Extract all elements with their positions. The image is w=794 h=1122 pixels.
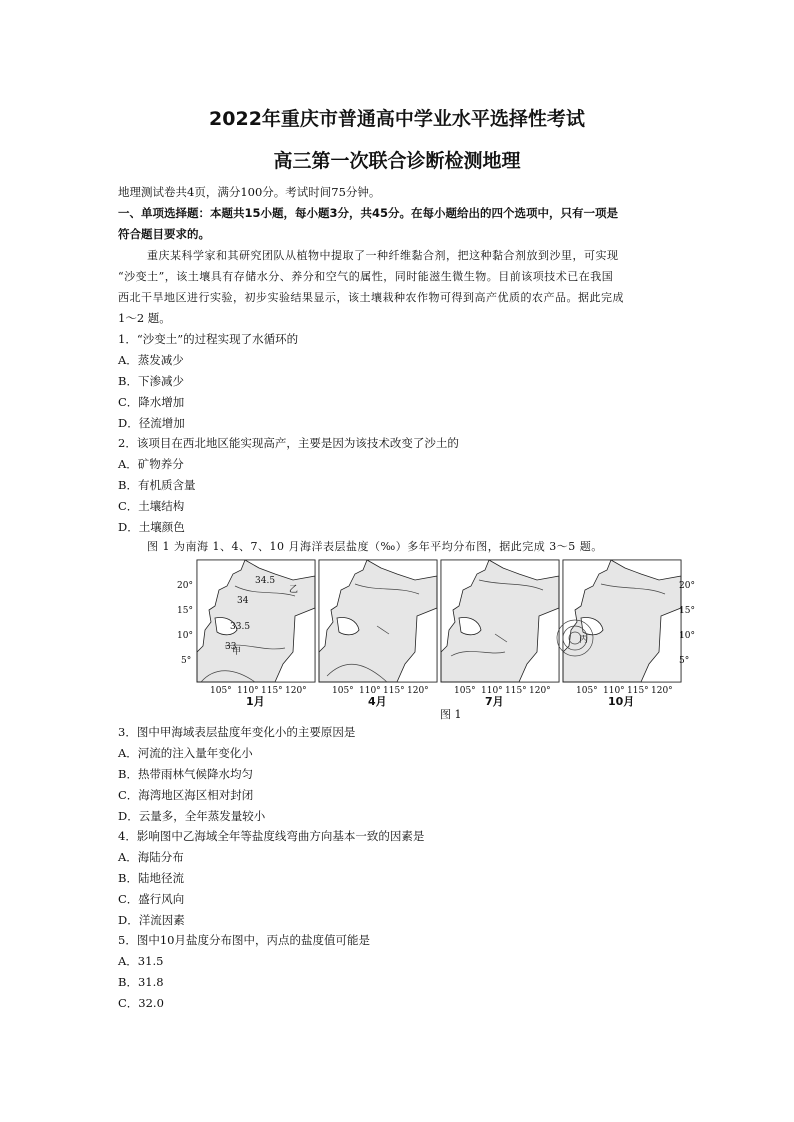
option-d: D．土壤颜色 bbox=[118, 520, 185, 534]
exam-subtitle: 高三第一次联合诊断检测地理 bbox=[273, 150, 521, 172]
lat-label: 20° bbox=[679, 581, 695, 591]
option-b: B．31.8 bbox=[118, 975, 164, 989]
passage-line: 西北干旱地区进行实验，初步实验结果显示，该土壤栽种农作物可得到高产优质的农产品。据此完成 bbox=[118, 291, 624, 304]
lat-label: 15° bbox=[177, 606, 193, 616]
option-a: A．蒸发减少 bbox=[118, 353, 184, 367]
option-a: A．河流的注入量年变化小 bbox=[118, 746, 253, 760]
isoline-label: 33 bbox=[225, 642, 237, 652]
isoline-label: 33.5 bbox=[230, 622, 251, 632]
option-c: C．盛行风向 bbox=[118, 892, 185, 906]
place-label-yi: 乙 bbox=[289, 585, 299, 595]
lon-label: 115° bbox=[383, 686, 405, 696]
figure-intro: 图 1 为南海 1、4、7、10 月海洋表层盐度（‰）多年平均分布图，据此完成 3～5 题。 bbox=[147, 540, 603, 553]
question-stem: 2．该项目在西北地区能实现高产，主要是因为该技术改变了沙土的 bbox=[118, 436, 459, 450]
lon-label: 110° bbox=[359, 686, 381, 696]
month-label-oct: 10月 bbox=[608, 695, 635, 708]
lon-label: 120° bbox=[407, 686, 429, 696]
option-c: C．降水增加 bbox=[118, 395, 185, 409]
lon-label: 115° bbox=[505, 686, 527, 696]
option-b: B．有机质含量 bbox=[118, 478, 196, 492]
passage-line: 重庆某科学家和其研究团队从植物中提取了一种纤维黏合剂，把这种黏合剂放到沙里，可实现 bbox=[147, 249, 619, 262]
section-heading-line1: 一、单项选择题：本题共15小题，每小题3分，共45分。在每小题给出的四个选项中，只有一项是 bbox=[118, 206, 619, 220]
salinity-map-oct bbox=[557, 560, 681, 682]
salinity-map-jul bbox=[441, 560, 559, 682]
lon-label: 105° bbox=[454, 686, 476, 696]
option-c: C．海湾地区海区相对封闭 bbox=[118, 788, 254, 802]
lon-label: 105° bbox=[210, 686, 232, 696]
salinity-map-apr bbox=[319, 560, 437, 682]
lat-label: 15° bbox=[679, 606, 695, 616]
question-stem: 3．图中甲海域表层盐度年变化小的主要原因是 bbox=[118, 725, 356, 739]
month-label-jan: 1月 bbox=[246, 695, 265, 708]
place-label-bing: 丙 bbox=[579, 635, 589, 645]
lat-label: 10° bbox=[679, 631, 695, 641]
option-c: C．32.0 bbox=[118, 996, 164, 1010]
question-stem: 4．影响图中乙海域全年等盐度线弯曲方向基本一致的因素是 bbox=[118, 829, 425, 843]
lon-label: 105° bbox=[576, 686, 598, 696]
isoline-label: 34 bbox=[237, 596, 249, 606]
month-label-apr: 4月 bbox=[368, 695, 387, 708]
option-b: B．下渗减少 bbox=[118, 374, 184, 388]
passage-line: 1～2 题。 bbox=[118, 311, 171, 325]
lat-label: 20° bbox=[177, 581, 193, 591]
salinity-figure bbox=[175, 556, 703, 721]
isoline-label: 34.5 bbox=[255, 576, 276, 586]
figure-caption: 图 1 bbox=[440, 708, 462, 721]
lat-label: 5° bbox=[181, 656, 192, 666]
option-d: D．洋流因素 bbox=[118, 913, 185, 927]
lat-label: 10° bbox=[177, 631, 193, 641]
option-b: B．陆地径流 bbox=[118, 871, 184, 885]
exam-info: 地理测试卷共4页，满分100分。考试时间75分钟。 bbox=[118, 185, 381, 199]
option-c: C．土壤结构 bbox=[118, 499, 185, 513]
question-stem: 5．图中10月盐度分布图中，丙点的盐度值可能是 bbox=[118, 933, 370, 947]
option-d: D．云量多，全年蒸发量较小 bbox=[118, 809, 266, 823]
question-stem: 1．“沙变土”的过程实现了水循环的 bbox=[118, 332, 299, 346]
lon-label: 115° bbox=[261, 686, 283, 696]
lat-label: 5° bbox=[679, 656, 690, 666]
option-a: A．海陆分布 bbox=[118, 850, 184, 864]
exam-title: 2022年重庆市普通高中学业水平选择性考试 bbox=[209, 108, 585, 130]
lon-label: 110° bbox=[603, 686, 625, 696]
lon-label: 110° bbox=[481, 686, 503, 696]
month-label-jul: 7月 bbox=[485, 695, 504, 708]
option-a: A．矿物养分 bbox=[118, 457, 184, 471]
lon-label: 105° bbox=[332, 686, 354, 696]
lon-label: 120° bbox=[651, 686, 673, 696]
place-label-jia: 甲 bbox=[232, 647, 242, 657]
lon-label: 110° bbox=[237, 686, 259, 696]
passage-line: “沙变土”，该土壤具有存储水分、养分和空气的属性，同时能滋生微生物。目前该项技术已在我国 bbox=[118, 270, 614, 283]
lon-label: 120° bbox=[285, 686, 307, 696]
option-a: A．31.5 bbox=[118, 954, 164, 968]
option-d: D．径流增加 bbox=[118, 416, 185, 430]
option-b: B．热带雨林气候降水均匀 bbox=[118, 767, 253, 781]
section-heading-line2: 符合题目要求的。 bbox=[118, 227, 210, 241]
lon-label: 115° bbox=[627, 686, 649, 696]
lon-label: 120° bbox=[529, 686, 551, 696]
